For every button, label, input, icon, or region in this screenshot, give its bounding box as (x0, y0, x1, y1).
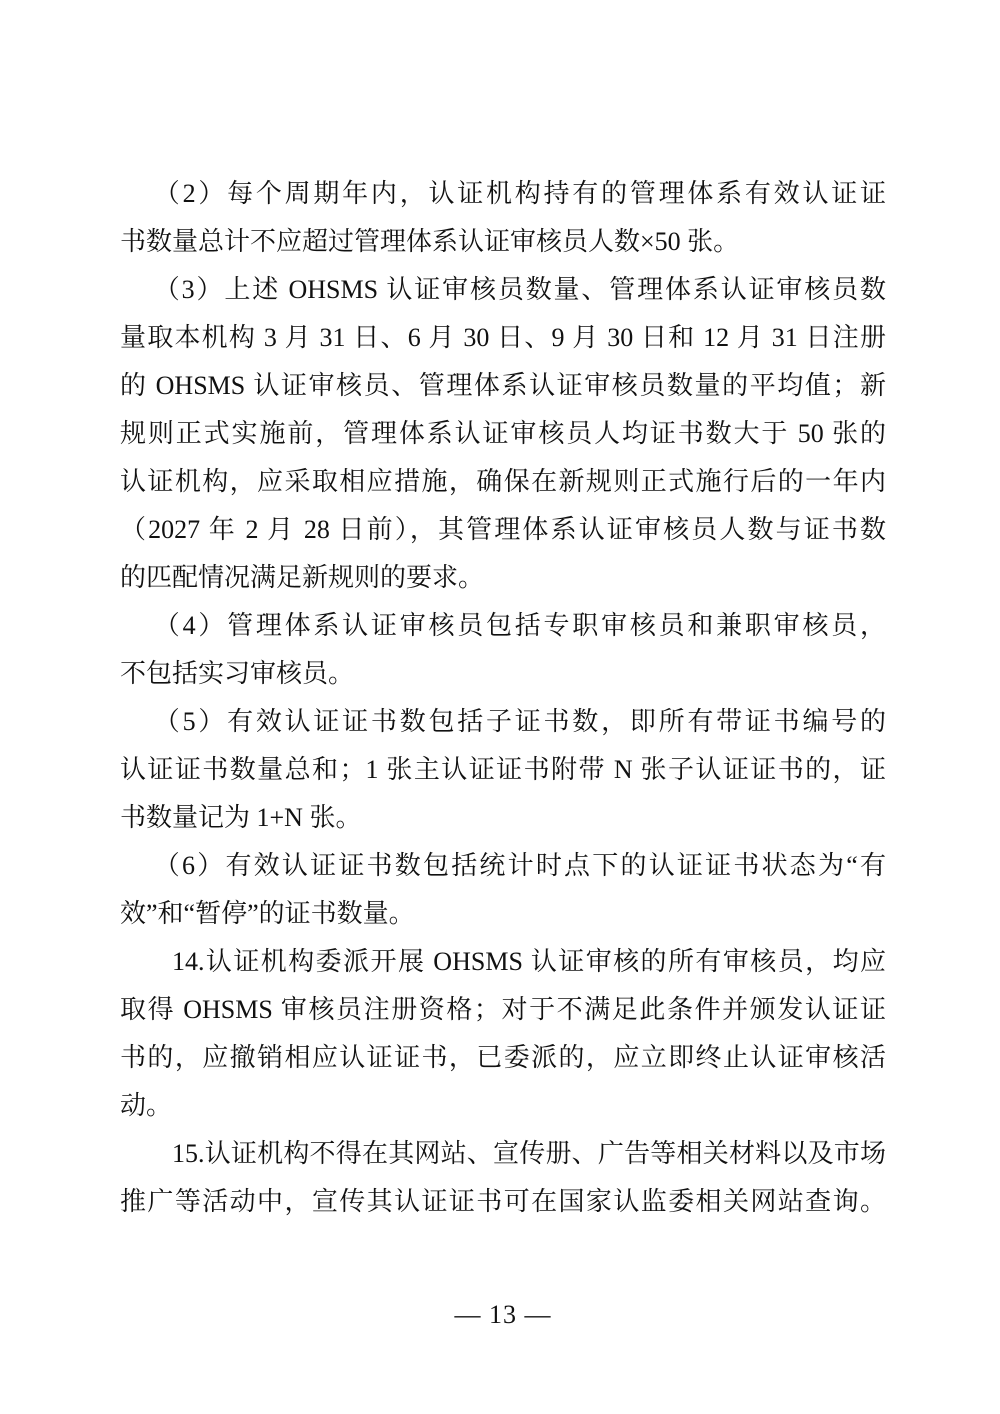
text-line: （4）管理体系认证审核员包括专职审核员和兼职审核员， (153, 611, 886, 640)
text-line: （2027 年 2 月 28 日前），其管理体系认证审核员人数与证书数 (120, 515, 886, 544)
text-line: 推广等活动中，宣传其认证证书可在国家认监委相关网站查询。 (120, 1187, 886, 1216)
text-line: （3）上述 OHSMS 认证审核员数量、管理体系认证审核员数 (153, 275, 886, 304)
text-line: 15.认证机构不得在其网站、宣传册、广告等相关材料以及市场 (172, 1139, 886, 1168)
text-line: 规则正式实施前，管理体系认证审核员人均证书数大于 50 张的 (120, 419, 886, 448)
text-line: 量取本机构 3 月 31 日、6 月 30 日、9 月 30 日和 12 月 31 日注册 (120, 323, 886, 352)
text-line: 书数量记为 1+N 张。 (120, 803, 362, 832)
page-number: — 13 — (454, 1300, 552, 1329)
text-line: 认证机构，应采取相应措施，确保在新规则正式施行后的一年内 (120, 467, 886, 496)
text-line: 书数量总计不应超过管理体系认证审核员人数×50 张。 (120, 227, 740, 256)
text-line: 14.认证机构委派开展 OHSMS 认证审核的所有审核员，均应 (172, 947, 886, 976)
text-line: 效”和“暂停”的证书数量。 (120, 899, 415, 928)
text-line: 书的，应撤销相应认证证书，已委派的，应立即终止认证审核活 (120, 1043, 886, 1072)
text-line: （5）有效认证证书数包括子证书数，即所有带证书编号的 (153, 707, 886, 736)
text-line: 认证证书数量总和；1 张主认证证书附带 N 张子认证证书的，证 (120, 755, 886, 784)
text-line: 的 OHSMS 认证审核员、管理体系认证审核员数量的平均值；新 (120, 371, 886, 400)
text-line: 动。 (120, 1091, 173, 1120)
text-line: 不包括实习审核员。 (120, 659, 355, 688)
text-line: 的匹配情况满足新规则的要求。 (120, 563, 485, 592)
text-line: （2）每个周期年内，认证机构持有的管理体系有效认证证 (153, 179, 886, 208)
text-line: 取得 OHSMS 审核员注册资格；对于不满足此条件并颁发认证证 (120, 995, 886, 1024)
text-line: （6）有效认证证书数包括统计时点下的认证证书状态为“有 (153, 851, 886, 880)
